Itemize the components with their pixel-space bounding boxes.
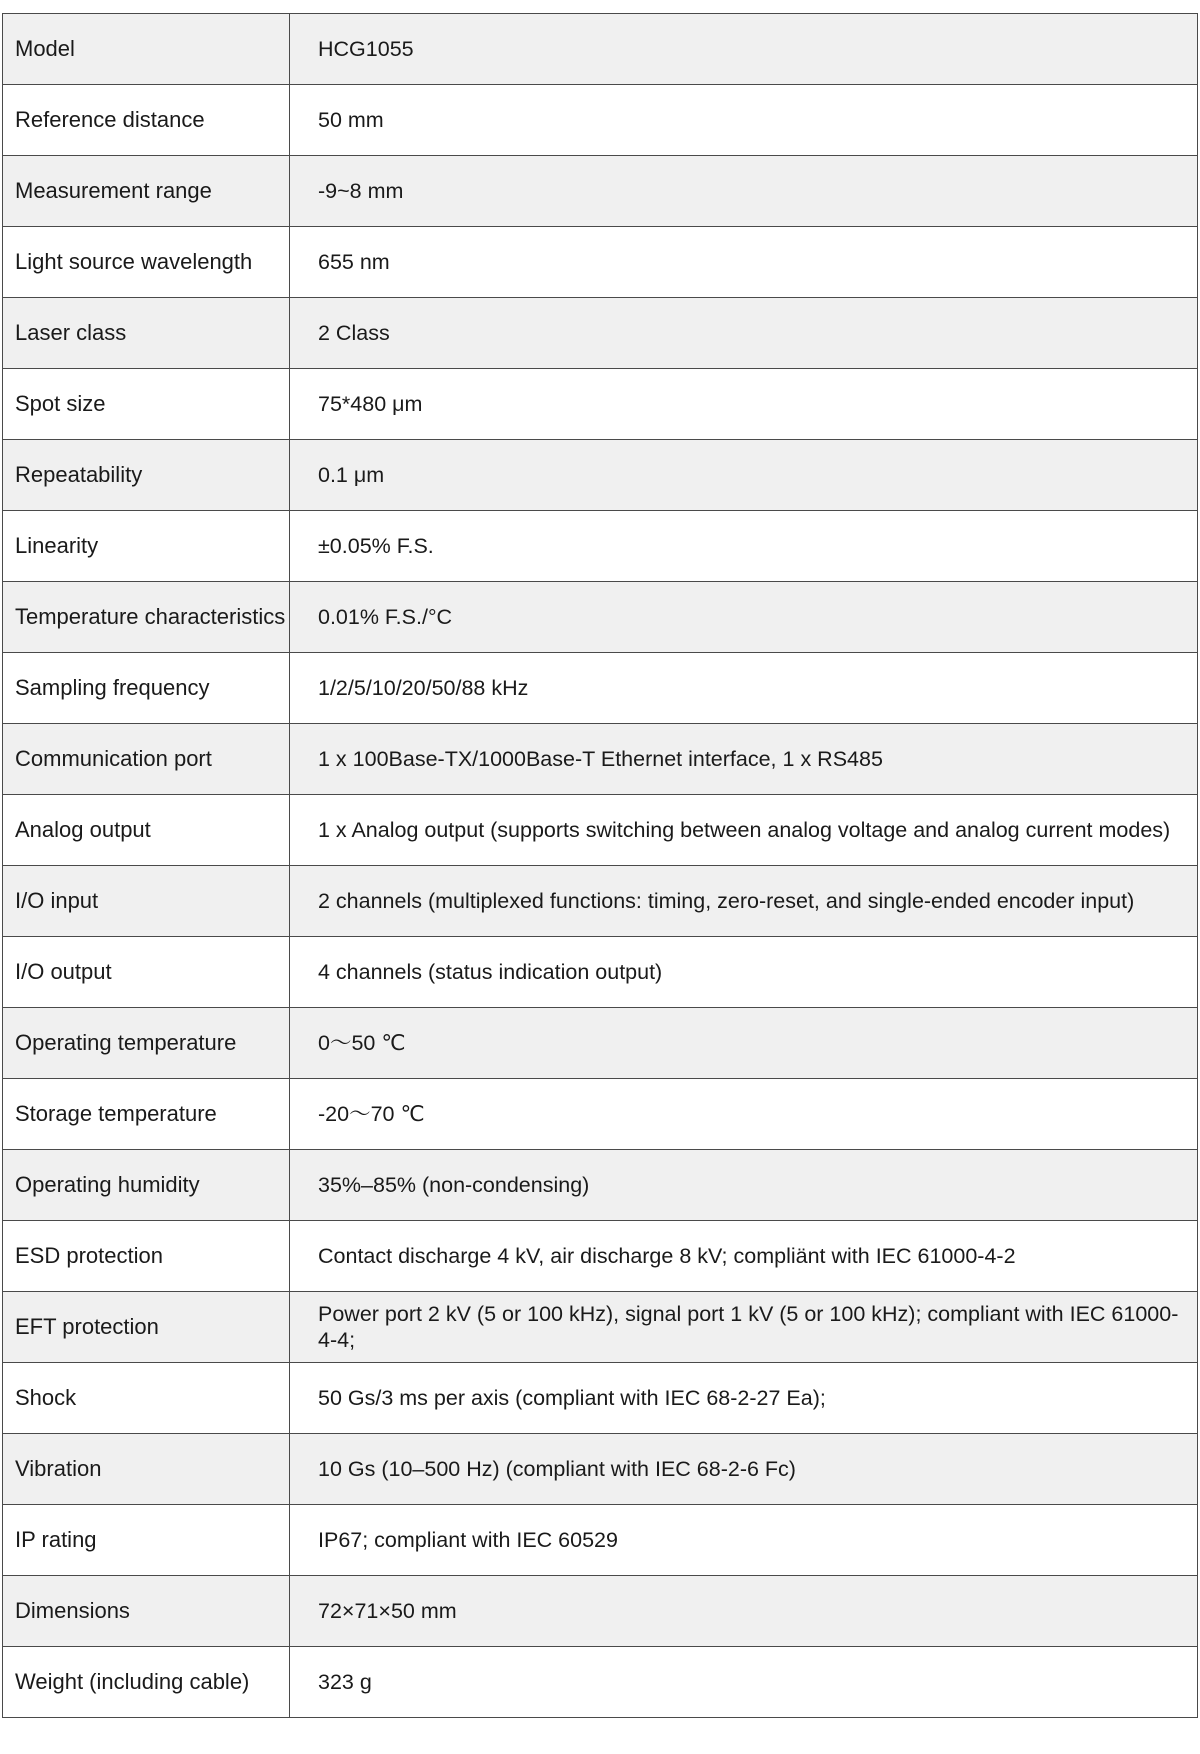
spec-table <box>2 13 1198 1718</box>
spec-value-cell <box>290 1434 1198 1505</box>
spec-value: -20～70 ℃ <box>318 1102 425 1126</box>
spec-label: Shock <box>3 1363 290 1434</box>
spec-row <box>3 937 1198 1008</box>
spec-label: Model <box>3 14 290 85</box>
spec-row <box>3 227 1198 298</box>
spec-value-cell <box>290 1221 1198 1292</box>
spec-value-cell <box>290 795 1198 866</box>
spec-label: Operating humidity <box>3 1150 290 1221</box>
spec-row <box>3 1221 1198 1292</box>
spec-value: 50 mm <box>318 108 384 132</box>
spec-row <box>3 1150 1198 1221</box>
spec-value-cell <box>290 1079 1198 1150</box>
spec-value: 2 Class <box>318 321 390 345</box>
spec-value-cell <box>290 1505 1198 1576</box>
spec-value-cell <box>290 440 1198 511</box>
spec-value: IP67; compliant with IEC 60529 <box>318 1528 618 1552</box>
spec-value-cell <box>290 85 1198 156</box>
spec-label: Reference distance <box>3 85 290 156</box>
spec-row <box>3 1008 1198 1079</box>
spec-label: EFT protection <box>3 1292 290 1363</box>
spec-value: 323 g <box>318 1670 372 1694</box>
spec-label: Repeatability <box>3 440 290 511</box>
spec-label: Dimensions <box>3 1576 290 1647</box>
spec-value: 10 Gs (10–500 Hz) (compliant with IEC 68-2-6 Fc) <box>318 1457 796 1481</box>
spec-value: 1/2/5/10/20/50/88 kHz <box>318 676 529 700</box>
spec-label: Vibration <box>3 1434 290 1505</box>
spec-value-cell <box>290 369 1198 440</box>
spec-label: IP rating <box>3 1505 290 1576</box>
spec-row <box>3 582 1198 653</box>
spec-value: 655 nm <box>318 250 390 274</box>
spec-row <box>3 298 1198 369</box>
spec-row <box>3 440 1198 511</box>
spec-value-cell <box>290 724 1198 795</box>
spec-label: I/O output <box>3 937 290 1008</box>
spec-row <box>3 866 1198 937</box>
spec-value: 1 x 100Base-TX/1000Base-T Ethernet interface, 1 x RS485 <box>318 747 883 771</box>
spec-row <box>3 653 1198 724</box>
spec-value: 72×71×50 mm <box>318 1599 457 1623</box>
spec-row <box>3 369 1198 440</box>
spec-value-cell <box>290 1008 1198 1079</box>
spec-value: Contact discharge 4 kV, air discharge 8 kV; compliänt with IEC 61000-4-2 <box>318 1244 1016 1268</box>
spec-value-cell <box>290 1647 1198 1718</box>
spec-row <box>3 1576 1198 1647</box>
spec-value: 35%–85% (non-condensing) <box>318 1173 590 1197</box>
spec-label: Measurement range <box>3 156 290 227</box>
spec-value-cell <box>290 227 1198 298</box>
spec-row <box>3 85 1198 156</box>
spec-value-cell <box>290 1576 1198 1647</box>
spec-value-cell <box>290 511 1198 582</box>
spec-row <box>3 1079 1198 1150</box>
spec-row <box>3 156 1198 227</box>
spec-value: 0.01% F.S./°C <box>318 605 453 629</box>
spec-value-cell <box>290 937 1198 1008</box>
spec-label: Spot size <box>3 369 290 440</box>
spec-value-cell <box>290 582 1198 653</box>
spec-table-body <box>3 14 1198 1718</box>
spec-value-cell <box>290 156 1198 227</box>
spec-label: Storage temperature <box>3 1079 290 1150</box>
spec-value-cell <box>290 1150 1198 1221</box>
spec-row <box>3 1505 1198 1576</box>
spec-label: Temperature characteristics <box>3 582 290 653</box>
spec-value: 0～50 ℃ <box>318 1031 406 1055</box>
spec-value: HCG1055 <box>318 37 414 61</box>
spec-label: Communication port <box>3 724 290 795</box>
spec-label: Analog output <box>3 795 290 866</box>
spec-row <box>3 724 1198 795</box>
spec-label: Operating temperature <box>3 1008 290 1079</box>
spec-value: 1 x Analog output (supports switching between analog voltage and analog current modes) <box>318 818 1171 842</box>
spec-row <box>3 1434 1198 1505</box>
spec-row <box>3 1292 1198 1363</box>
spec-value: 2 channels (multiplexed functions: timing, zero-reset, and single-ended encoder input) <box>318 889 1135 913</box>
spec-label: I/O input <box>3 866 290 937</box>
spec-row <box>3 1363 1198 1434</box>
spec-value-cell <box>290 1292 1198 1363</box>
spec-label: Light source wavelength <box>3 227 290 298</box>
spec-row <box>3 1647 1198 1718</box>
spec-value-cell <box>290 866 1198 937</box>
spec-value: 50 Gs/3 ms per axis (compliant with IEC 68-2-27 Ea); <box>318 1386 826 1410</box>
spec-value-cell <box>290 14 1198 85</box>
spec-row <box>3 795 1198 866</box>
spec-label: Laser class <box>3 298 290 369</box>
spec-label: Weight (including cable) <box>3 1647 290 1718</box>
spec-value: -9~8 mm <box>318 179 404 203</box>
spec-row <box>3 14 1198 85</box>
spec-value-cell <box>290 298 1198 369</box>
spec-value: Power port 2 kV (5 or 100 kHz), signal port 1 kV (5 or 100 kHz); compliant with IEC 61000-4-4; <box>318 1302 1179 1352</box>
spec-label: Linearity <box>3 511 290 582</box>
spec-value-cell <box>290 1363 1198 1434</box>
spec-value: 4 channels (status indication output) <box>318 960 663 984</box>
spec-value: ±0.05% F.S. <box>318 534 434 558</box>
spec-row <box>3 511 1198 582</box>
spec-value: 0.1 μm <box>318 463 385 487</box>
spec-label: Sampling frequency <box>3 653 290 724</box>
spec-label: ESD protection <box>3 1221 290 1292</box>
spec-value: 75*480 μm <box>318 392 423 416</box>
spec-value-cell <box>290 653 1198 724</box>
